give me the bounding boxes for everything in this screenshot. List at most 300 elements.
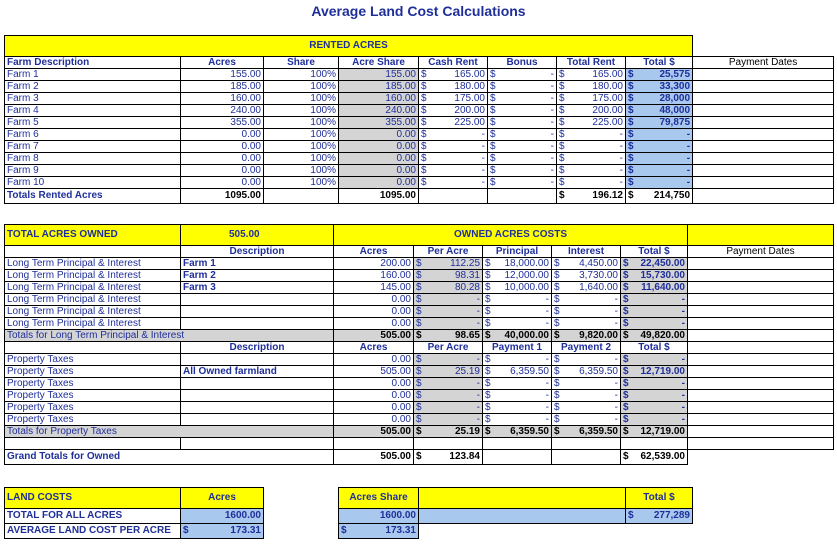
total-dollars-cell[interactable] <box>626 153 693 165</box>
cell <box>693 189 834 204</box>
cell-value: 49,820.00 <box>640 330 685 341</box>
share-cell[interactable]: 100% <box>264 117 339 129</box>
payment-dates-cell[interactable] <box>688 270 834 282</box>
cell-value: - <box>686 153 691 164</box>
rented-row <box>5 165 834 177</box>
acres-cell[interactable]: 0.00 <box>181 165 264 177</box>
payment-2-cell[interactable] <box>552 390 621 402</box>
currency-symbol: $ <box>490 81 496 92</box>
acre-share-cell[interactable]: 0.00 <box>339 165 419 177</box>
description-cell[interactable] <box>181 354 334 366</box>
grand-totals-row <box>5 450 834 465</box>
cell-value: - <box>686 165 691 176</box>
average-land-cost-acre-share[interactable]: $ 173.31 <box>339 524 419 539</box>
interest-cell[interactable] <box>552 294 621 306</box>
payment-1-cell[interactable] <box>483 414 552 426</box>
share-cell[interactable]: 100% <box>264 93 339 105</box>
total-dollars-cell[interactable] <box>626 117 693 129</box>
principal-cell[interactable] <box>483 282 552 294</box>
total-rent-cell[interactable] <box>557 69 626 81</box>
cell-value: 175.00 <box>592 93 623 104</box>
per-acre-cell[interactable] <box>414 270 483 282</box>
interest-cell[interactable] <box>552 270 621 282</box>
currency-symbol: $ <box>485 270 491 281</box>
total-all-dollars[interactable]: $ 277,289 <box>626 509 693 524</box>
total-all-acres-value[interactable]: 1600.00 <box>181 509 264 524</box>
cell-value: 22,450.00 <box>640 258 685 269</box>
payment-dates-cell[interactable] <box>688 294 834 306</box>
acres-cell[interactable]: 355.00 <box>181 117 264 129</box>
cell-value: - <box>619 165 623 176</box>
cell-value: 6,359.50 <box>579 366 618 377</box>
row-label[interactable]: Long Term Principal & Interest <box>5 270 181 282</box>
payment-dates-cell[interactable] <box>693 153 834 165</box>
currency-symbol: $ <box>623 390 629 401</box>
payment-1-cell[interactable] <box>483 390 552 402</box>
rented-acres-table <box>4 35 834 204</box>
currency-symbol: $ <box>490 141 496 152</box>
acres-cell[interactable]: 0.00 <box>334 306 414 318</box>
share-cell[interactable]: 100% <box>264 141 339 153</box>
cell-value: - <box>545 318 549 329</box>
payment-dates-cell[interactable] <box>693 105 834 117</box>
rented-totals-label: Totals Rented Acres <box>5 189 181 204</box>
farm-name[interactable]: Farm 9 <box>5 165 181 177</box>
payment-dates-header: Payment Dates <box>693 57 834 69</box>
cash-rent-cell[interactable] <box>419 177 488 189</box>
cell-value: - <box>550 69 554 80</box>
share-cell[interactable]: 100% <box>264 177 339 189</box>
per-acre-cell[interactable] <box>414 294 483 306</box>
total-rent-cell[interactable] <box>557 117 626 129</box>
total-dollars-cell[interactable] <box>621 270 688 282</box>
currency-symbol: $ <box>559 141 565 152</box>
total-dollars-cell[interactable] <box>621 402 688 414</box>
row-label[interactable]: Long Term Principal & Interest <box>5 282 181 294</box>
acres-cell[interactable]: 0.00 <box>181 153 264 165</box>
row-label[interactable]: Property Taxes <box>5 414 181 426</box>
cell <box>552 438 621 450</box>
acre-share-cell[interactable]: 0.00 <box>339 153 419 165</box>
bonus-cell[interactable] <box>488 165 557 177</box>
rented-row <box>5 117 834 129</box>
description-cell[interactable]: Farm 1 <box>181 258 334 270</box>
row-label[interactable]: Property Taxes <box>5 402 181 414</box>
total-rent-cell[interactable] <box>557 177 626 189</box>
cash-rent-cell[interactable] <box>419 165 488 177</box>
cell-value: - <box>619 141 623 152</box>
payment-dates-cell[interactable] <box>693 129 834 141</box>
total-all-acre-share-value[interactable]: 1600.00 <box>339 509 419 524</box>
payment-1-header: Payment 1 <box>483 342 552 354</box>
total-dollars-cell[interactable] <box>621 378 688 390</box>
payment-dates-cell[interactable] <box>693 117 834 129</box>
share-cell[interactable]: 100% <box>264 105 339 117</box>
share-cell[interactable]: 100% <box>264 69 339 81</box>
payment-2-cell[interactable] <box>552 378 621 390</box>
payment-dates-cell[interactable] <box>693 93 834 105</box>
currency-symbol: $ <box>559 105 565 116</box>
cash-rent-cell[interactable] <box>419 81 488 93</box>
payment-2-cell[interactable] <box>552 366 621 378</box>
acres-cell[interactable]: 0.00 <box>334 402 414 414</box>
per-acre-cell[interactable] <box>414 366 483 378</box>
principal-cell[interactable] <box>483 270 552 282</box>
currency-symbol: $ <box>416 451 422 462</box>
cash-rent-cell[interactable] <box>419 153 488 165</box>
acres-cell[interactable]: 160.00 <box>334 270 414 282</box>
currency-symbol: $ <box>623 258 629 269</box>
share-cell[interactable]: 100% <box>264 129 339 141</box>
bonus-cell[interactable] <box>488 141 557 153</box>
total-rent-cell[interactable] <box>557 141 626 153</box>
total-rent-cell[interactable] <box>557 81 626 93</box>
description-cell[interactable] <box>181 414 334 426</box>
total-dollars-cell[interactable] <box>621 354 688 366</box>
bonus-cell[interactable] <box>488 81 557 93</box>
acres-cell[interactable]: 0.00 <box>334 390 414 402</box>
currency-symbol: $ <box>416 306 422 317</box>
cell-value: - <box>476 306 480 317</box>
cell-value: 25.19 <box>454 426 480 437</box>
average-land-cost-acres[interactable]: $ 173.31 <box>181 524 264 539</box>
total-dollars-cell[interactable] <box>621 318 688 330</box>
cell-value: - <box>476 354 480 365</box>
payment-2-cell[interactable] <box>552 354 621 366</box>
acre-share-cell[interactable]: 240.00 <box>339 105 419 117</box>
total-dollars-cell[interactable] <box>621 306 688 318</box>
cash-rent-cell[interactable] <box>419 129 488 141</box>
cell-value: - <box>550 105 554 116</box>
cell-value: 180.00 <box>454 81 485 92</box>
cell <box>483 438 552 450</box>
payment-1-cell[interactable] <box>483 402 552 414</box>
cell <box>688 402 834 414</box>
cell-value: 200.00 <box>454 105 485 116</box>
total-dollars-cell[interactable] <box>626 105 693 117</box>
acres-cell[interactable]: 0.00 <box>334 414 414 426</box>
interest-cell[interactable] <box>552 258 621 270</box>
total-dollars-header: Total $ <box>621 342 688 354</box>
acre-share-cell[interactable]: 355.00 <box>339 117 419 129</box>
payment-2-header: Payment 2 <box>552 342 621 354</box>
payment-dates-cell[interactable] <box>693 165 834 177</box>
currency-symbol: $ <box>623 414 629 425</box>
rented-row <box>5 81 834 93</box>
row-label[interactable]: Property Taxes <box>5 366 181 378</box>
acres-cell[interactable]: 0.00 <box>334 318 414 330</box>
currency-symbol: $ <box>416 294 422 305</box>
bonus-cell[interactable] <box>488 177 557 189</box>
farm-name[interactable]: Farm 1 <box>5 69 181 81</box>
cell-value: - <box>481 141 485 152</box>
acres-cell[interactable]: 155.00 <box>181 69 264 81</box>
total-rent-cell[interactable] <box>557 165 626 177</box>
cell <box>688 330 834 342</box>
acres-cell[interactable]: 0.00 <box>334 294 414 306</box>
acre-share-cell[interactable]: 160.00 <box>339 93 419 105</box>
payment-dates-cell[interactable] <box>693 81 834 93</box>
acre-share-cell[interactable]: 0.00 <box>339 177 419 189</box>
currency-symbol: $ <box>623 426 629 437</box>
cell-value: - <box>481 153 485 164</box>
row-label[interactable]: Property Taxes <box>5 378 181 390</box>
currency-symbol: $ <box>623 294 629 305</box>
acres-header: Acres <box>334 246 414 258</box>
per-acre-cell[interactable] <box>414 282 483 294</box>
payment-dates-cell[interactable] <box>688 318 834 330</box>
farm-name[interactable]: Farm 10 <box>5 177 181 189</box>
total-dollars-cell[interactable] <box>621 366 688 378</box>
row-label[interactable]: Property Taxes <box>5 390 181 402</box>
currency-symbol: $ <box>554 402 560 413</box>
cell-value: 4,450.00 <box>579 258 618 269</box>
payment-dates-cell[interactable] <box>688 258 834 270</box>
payment-dates-cell[interactable] <box>688 306 834 318</box>
total-dollars-cell[interactable] <box>626 141 693 153</box>
currency-symbol: $ <box>623 402 629 413</box>
cell-value: - <box>681 378 685 389</box>
row-label[interactable]: Long Term Principal & Interest <box>5 318 181 330</box>
bonus-cell[interactable] <box>488 105 557 117</box>
bonus-cell[interactable] <box>488 93 557 105</box>
farm-name[interactable]: Farm 4 <box>5 105 181 117</box>
per-acre-cell[interactable] <box>414 402 483 414</box>
farm-name[interactable]: Farm 2 <box>5 81 181 93</box>
cell-value: - <box>476 378 480 389</box>
per-acre-cell[interactable] <box>414 390 483 402</box>
currency-symbol: $ <box>416 318 422 329</box>
description-cell[interactable] <box>181 306 334 318</box>
principal-cell[interactable] <box>483 294 552 306</box>
cell-value: 80.28 <box>454 282 480 293</box>
payment-1-cell[interactable] <box>483 378 552 390</box>
interest-cell[interactable] <box>552 318 621 330</box>
payment-2-cell[interactable] <box>552 414 621 426</box>
currency-symbol: $ <box>485 294 491 305</box>
acre-share-cell[interactable]: 155.00 <box>339 69 419 81</box>
description-cell[interactable] <box>181 294 334 306</box>
currency-symbol: $ <box>554 378 560 389</box>
rented-row <box>5 153 834 165</box>
row-label[interactable]: Long Term Principal & Interest <box>5 258 181 270</box>
interest-cell[interactable] <box>552 282 621 294</box>
interest-cell[interactable] <box>552 306 621 318</box>
total-dollars-cell[interactable] <box>626 129 693 141</box>
total-dollars-cell[interactable] <box>621 390 688 402</box>
acre-share-cell[interactable]: 0.00 <box>339 141 419 153</box>
acres-cell[interactable]: 505.00 <box>334 366 414 378</box>
farm-name[interactable]: Farm 7 <box>5 141 181 153</box>
rented-totals-total-rent <box>557 189 626 204</box>
total-rent-cell[interactable] <box>557 129 626 141</box>
cell-value: 180.00 <box>592 81 623 92</box>
payment-dates-cell[interactable] <box>688 282 834 294</box>
currency-symbol: $ <box>421 165 427 176</box>
total-dollars-cell[interactable] <box>621 282 688 294</box>
cash-rent-cell[interactable] <box>419 141 488 153</box>
per-acre-cell[interactable] <box>414 318 483 330</box>
total-dollars-cell[interactable] <box>626 165 693 177</box>
cell-value: - <box>614 414 618 425</box>
payment-1-cell[interactable] <box>483 366 552 378</box>
payment-2-cell[interactable] <box>552 402 621 414</box>
acres-cell[interactable]: 185.00 <box>181 81 264 93</box>
cell-value: - <box>614 378 618 389</box>
currency-symbol: $ <box>554 282 560 293</box>
acres-cell[interactable]: 0.00 <box>334 378 414 390</box>
property-tax-totals-total <box>621 426 688 438</box>
total-dollars-header: Total $ <box>626 57 693 69</box>
currency-symbol: $ <box>421 129 427 140</box>
acres-cell[interactable]: 0.00 <box>181 141 264 153</box>
total-dollars-cell[interactable] <box>621 414 688 426</box>
share-cell[interactable]: 100% <box>264 165 339 177</box>
acres-cell[interactable]: 0.00 <box>181 129 264 141</box>
cell-value: 6,359.50 <box>579 426 618 437</box>
per-acre-cell[interactable] <box>414 378 483 390</box>
interest-header: Interest <box>552 246 621 258</box>
currency-symbol: $ <box>623 378 629 389</box>
cell-value: 3,730.00 <box>579 270 618 281</box>
cell-value: - <box>681 354 685 365</box>
rented-totals-total <box>626 189 693 204</box>
long-term-row <box>5 258 834 270</box>
per-acre-cell[interactable] <box>414 414 483 426</box>
principal-cell[interactable] <box>483 306 552 318</box>
cell-value: 98.65 <box>454 330 480 341</box>
payment-1-cell[interactable] <box>483 354 552 366</box>
currency-symbol: $ <box>559 129 565 140</box>
description-cell[interactable] <box>181 402 334 414</box>
currency-symbol: $ <box>559 190 565 201</box>
principal-cell[interactable] <box>483 258 552 270</box>
acre-share-cell[interactable]: 0.00 <box>339 129 419 141</box>
acres-cell[interactable]: 240.00 <box>181 105 264 117</box>
acres-cell[interactable]: 0.00 <box>334 354 414 366</box>
row-label[interactable]: Long Term Principal & Interest <box>5 306 181 318</box>
total-dollars-cell[interactable] <box>626 93 693 105</box>
rented-totals-acre-share: 1095.00 <box>339 189 419 204</box>
currency-symbol: $ <box>623 282 629 293</box>
currency-symbol: $ <box>485 390 491 401</box>
acres-cell[interactable]: 145.00 <box>334 282 414 294</box>
cell-value: - <box>476 402 480 413</box>
currency-symbol: $ <box>416 390 422 401</box>
payment-dates-cell[interactable] <box>693 177 834 189</box>
description-cell[interactable]: Farm 3 <box>181 282 334 294</box>
total-dollars-cell[interactable] <box>626 177 693 189</box>
currency-symbol: $ <box>554 270 560 281</box>
currency-symbol: $ <box>554 330 560 341</box>
farm-name[interactable]: Farm 6 <box>5 129 181 141</box>
share-cell[interactable]: 100% <box>264 81 339 93</box>
acres-cell[interactable]: 160.00 <box>181 93 264 105</box>
acres-cell[interactable]: 0.00 <box>181 177 264 189</box>
total-rent-cell[interactable] <box>557 105 626 117</box>
share-header: Share <box>264 57 339 69</box>
cell-value: - <box>476 294 480 305</box>
currency-symbol: $ <box>628 153 634 164</box>
farm-name[interactable]: Farm 5 <box>5 117 181 129</box>
per-acre-cell[interactable] <box>414 306 483 318</box>
currency-symbol: $ <box>416 270 422 281</box>
bonus-cell[interactable] <box>488 69 557 81</box>
property-tax-row <box>5 366 834 378</box>
per-acre-cell[interactable] <box>414 258 483 270</box>
cell-value: 15,730.00 <box>640 270 685 281</box>
cell-value: - <box>681 306 685 317</box>
bonus-cell[interactable] <box>488 153 557 165</box>
currency-symbol: $ <box>623 330 629 341</box>
property-tax-totals-payment-2 <box>552 426 621 438</box>
currency-symbol: $ <box>485 330 491 341</box>
acre-share-header: Acre Share <box>339 57 419 69</box>
description-cell[interactable]: All Owned farmland <box>181 366 334 378</box>
payment-dates-cell[interactable] <box>693 69 834 81</box>
farm-name[interactable]: Farm 8 <box>5 153 181 165</box>
acres-header: Acres <box>334 342 414 354</box>
per-acre-cell[interactable] <box>414 354 483 366</box>
cash-rent-cell[interactable] <box>419 117 488 129</box>
row-label[interactable]: Long Term Principal & Interest <box>5 294 181 306</box>
cell-value: 98.31 <box>454 270 480 281</box>
acre-share-cell[interactable]: 185.00 <box>339 81 419 93</box>
land-costs-table <box>4 487 834 539</box>
rented-row <box>5 69 834 81</box>
cell-value: 112.25 <box>450 258 480 269</box>
total-dollars-cell[interactable] <box>626 81 693 93</box>
currency-symbol: $ <box>490 93 496 104</box>
row-label[interactable]: Property Taxes <box>5 354 181 366</box>
bonus-cell[interactable] <box>488 117 557 129</box>
total-dollars-cell[interactable] <box>621 258 688 270</box>
cash-rent-cell[interactable] <box>419 69 488 81</box>
share-cell[interactable]: 100% <box>264 153 339 165</box>
description-cell[interactable]: Farm 2 <box>181 270 334 282</box>
acres-cell[interactable]: 200.00 <box>334 258 414 270</box>
total-dollars-cell[interactable] <box>626 69 693 81</box>
cell-value: 200.00 <box>592 105 623 116</box>
currency-symbol: $ <box>485 414 491 425</box>
cash-rent-cell[interactable] <box>419 93 488 105</box>
description-cell[interactable] <box>181 318 334 330</box>
principal-cell[interactable] <box>483 318 552 330</box>
currency-symbol: $ <box>628 141 634 152</box>
total-dollars-cell[interactable] <box>621 294 688 306</box>
cell-value: 214,750 <box>653 190 691 201</box>
currency-symbol: $ <box>623 306 629 317</box>
cell-value: - <box>545 306 549 317</box>
farm-name[interactable]: Farm 3 <box>5 93 181 105</box>
cell-value: - <box>550 81 554 92</box>
payment-dates-cell[interactable] <box>693 141 834 153</box>
currency-symbol: $ <box>490 69 496 80</box>
cash-rent-cell[interactable] <box>419 105 488 117</box>
bonus-cell[interactable] <box>488 129 557 141</box>
description-cell[interactable] <box>181 378 334 390</box>
currency-symbol: $ <box>623 451 629 462</box>
farm-description-header: Farm Description <box>5 57 181 69</box>
total-rent-cell[interactable] <box>557 93 626 105</box>
cell-value: 12,000.00 <box>504 270 549 281</box>
currency-symbol: $ <box>416 426 422 437</box>
description-cell[interactable] <box>181 390 334 402</box>
total-rent-cell[interactable] <box>557 153 626 165</box>
cell-value: 165.00 <box>454 69 485 80</box>
currency-symbol: $ <box>628 93 634 104</box>
currency-symbol: $ <box>485 426 491 437</box>
